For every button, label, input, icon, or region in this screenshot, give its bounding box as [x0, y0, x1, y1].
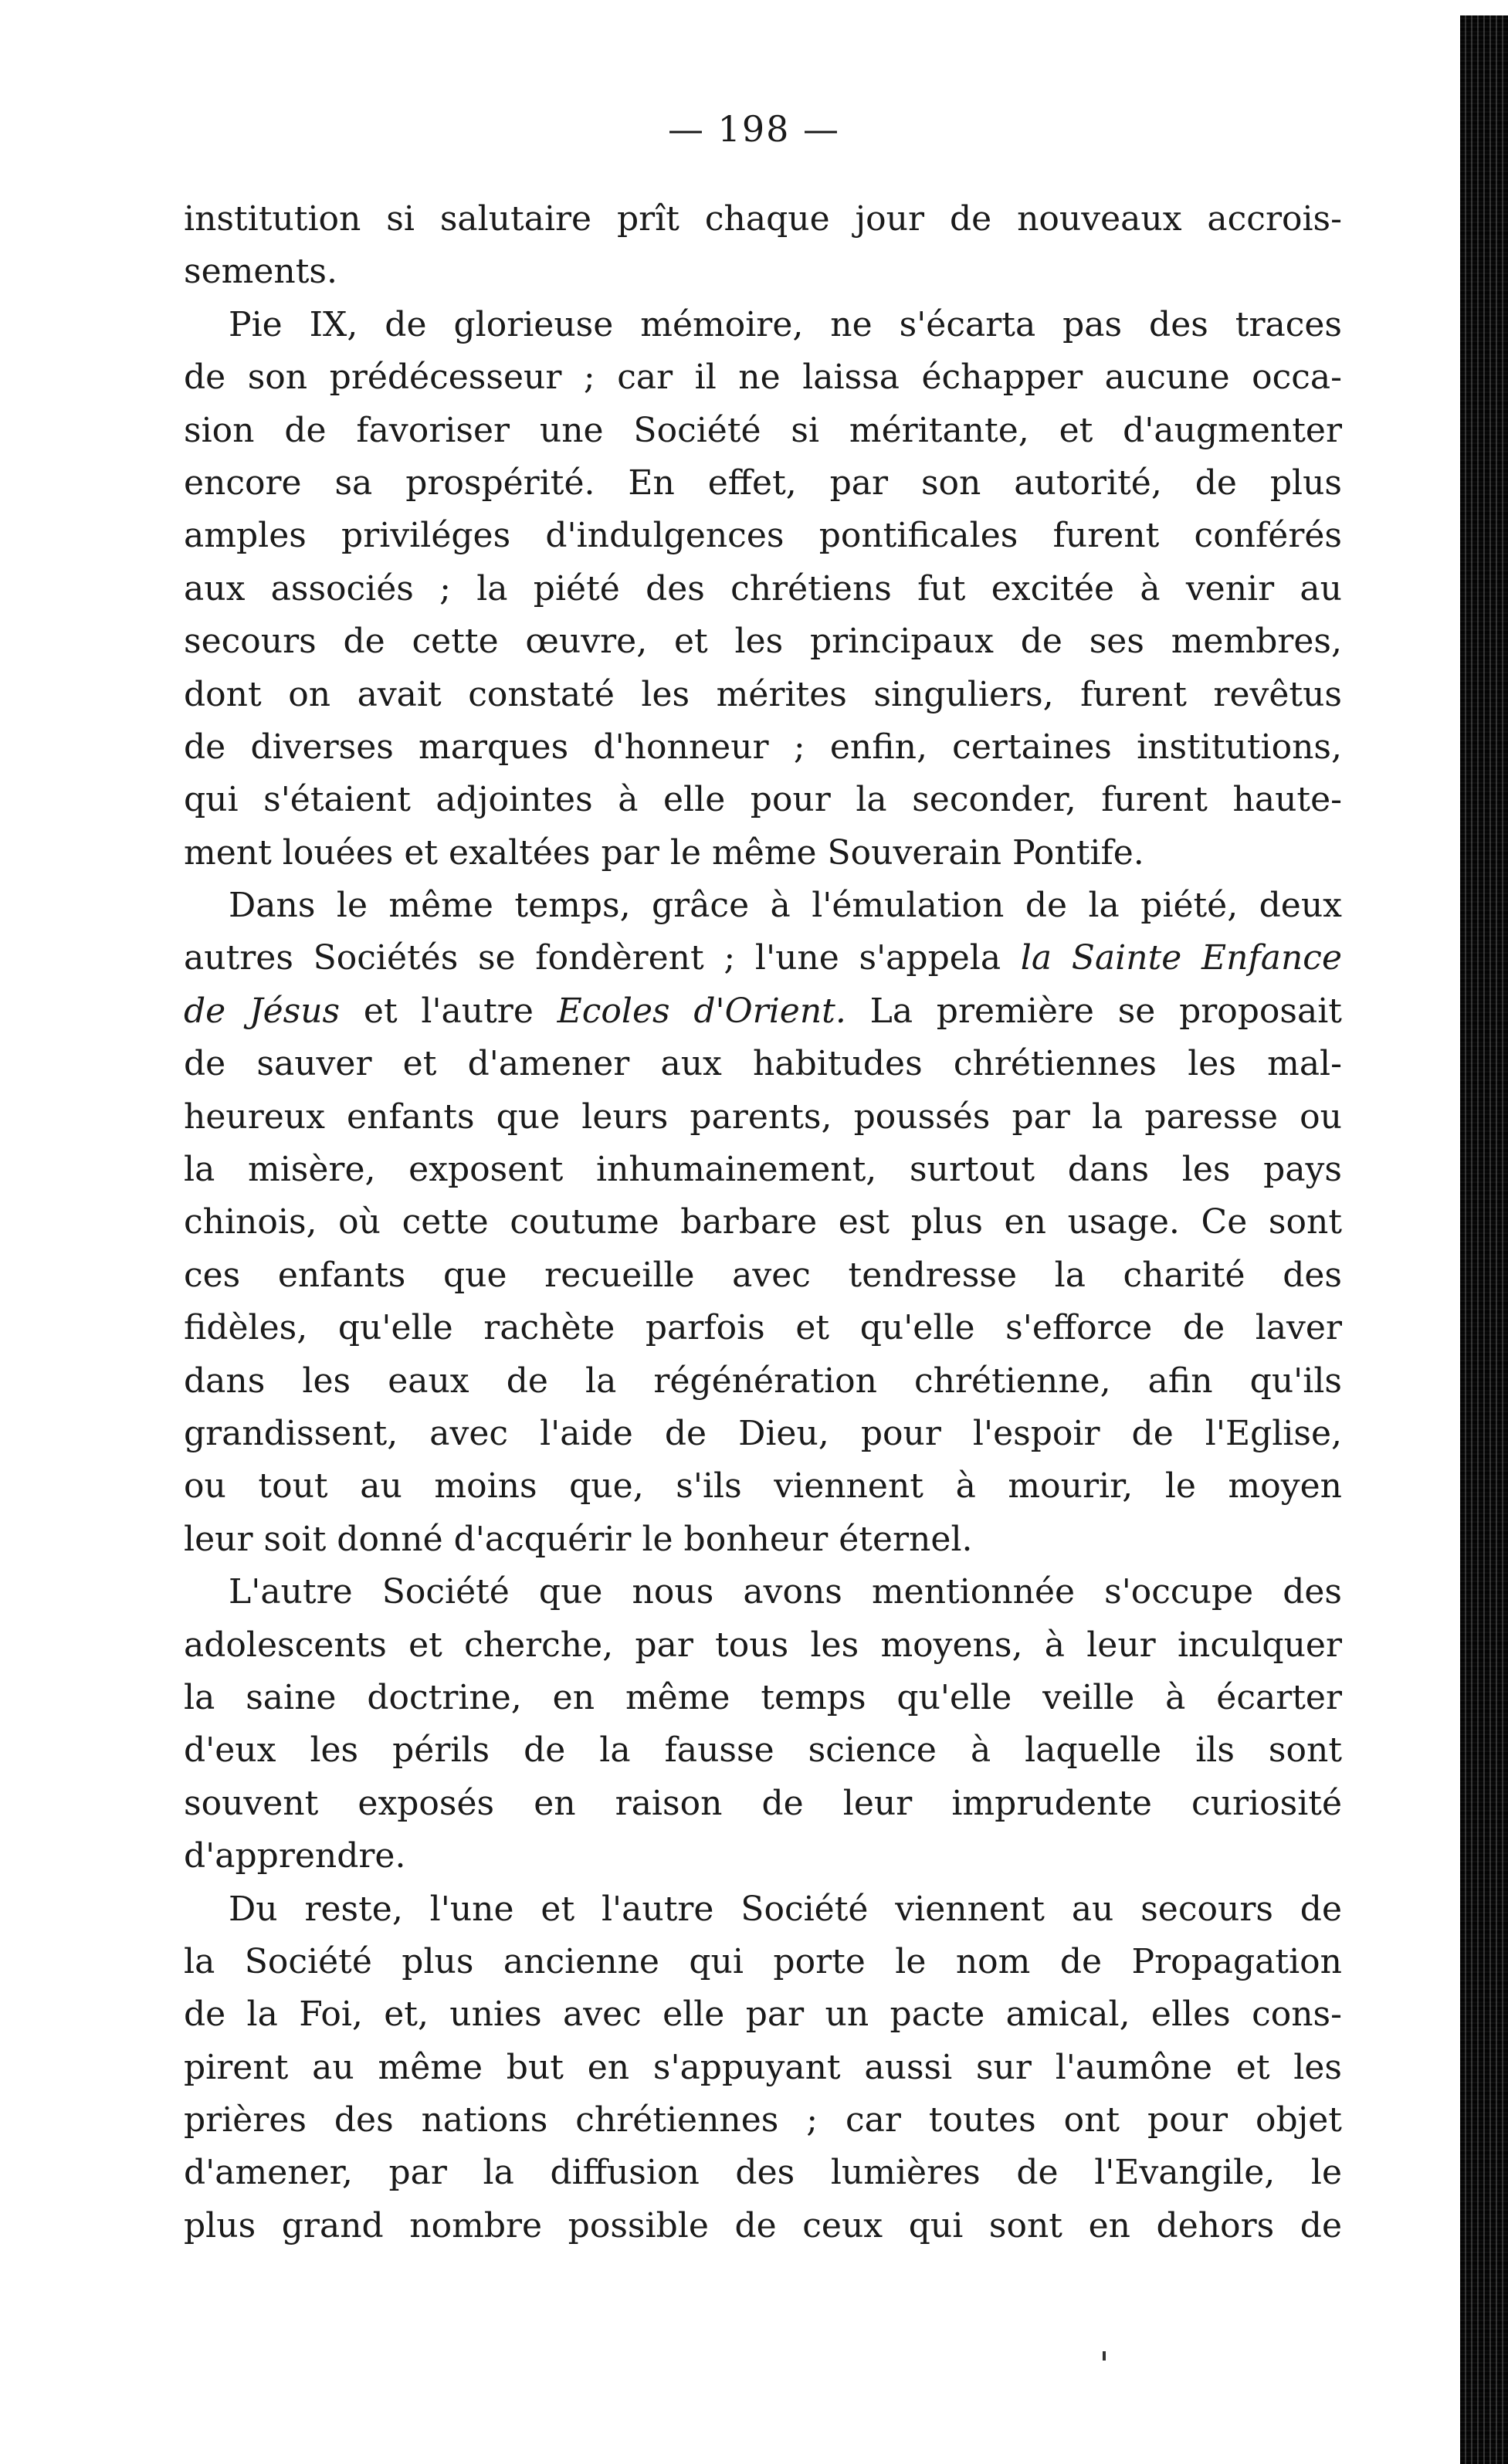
- body-text: [184, 193, 1342, 2252]
- page-number: — 198 —: [667, 108, 841, 150]
- text-line: de la Foi, et, unies avec elle par un pacte amical, elles cons-: [184, 1995, 1342, 2035]
- text-run: La première se proposait: [869, 991, 1342, 1031]
- text-line: dans les eaux de la régénération chrétienne, afin qu'ils: [184, 1361, 1342, 1401]
- text-line: souvent exposés en raison de leur imprudente curiosité: [184, 1783, 1342, 1823]
- text-line: la saine doctrine, en même temps qu'elle veille à écarter: [184, 1677, 1342, 1717]
- text-line: de sauver et d'amener aux habitudes chrétiennes les mal-: [184, 1044, 1342, 1084]
- text-line: grandissent, avec l'aide de Dieu, pour l'espoir de l'Eglise,: [184, 1413, 1342, 1453]
- scanned-binding-edge: [1460, 15, 1508, 2464]
- text-line: Dans le même temps, grâce à l'émulation de la piété, deux: [229, 886, 1342, 926]
- text-line: de diverses marques d'honneur ; enfin, certaines institutions,: [184, 727, 1342, 767]
- text-line: ment louées et exaltées par le même Souverain Pontife.: [184, 832, 1144, 873]
- text-line: d'apprendre.: [184, 1836, 406, 1876]
- text-line: la Société plus ancienne qui porte le nom de Propagation: [184, 1941, 1342, 1981]
- text-line: prières des nations chrétiennes ; car toutes ont pour objet: [184, 2100, 1342, 2140]
- text-line: adolescents et cherche, par tous les moyens, à leur inculquer: [184, 1625, 1342, 1665]
- text-line: ou tout au moins que, s'ils viennent à mourir, le moyen: [184, 1466, 1342, 1507]
- text-line: [184, 932, 1342, 985]
- text-line: L'autre Société que nous avons mentionnée s'occupe des: [229, 1572, 1342, 1612]
- italic-title-ecoles-orient: Ecoles d'Orient.: [557, 991, 846, 1031]
- text-line: amples priviléges d'indulgences pontificales furent conférés: [184, 516, 1342, 556]
- italic-title-sainte-enfance: la Sainte Enfance: [1020, 938, 1342, 978]
- text-line: ces enfants que recueille avec tendresse la charité des: [184, 1255, 1342, 1295]
- text-line: sion de favoriser une Société si méritante, et d'augmenter: [184, 410, 1342, 450]
- text-line: plus grand nombre possible de ceux qui sont en dehors de: [184, 2205, 1342, 2245]
- text-line: d'amener, par la diffusion des lumières de l'Evangile, le: [184, 2153, 1342, 2193]
- ink-speck: [1103, 2351, 1106, 2361]
- text-line: encore sa prospérité. En effet, par son autorité, de plus: [184, 463, 1342, 503]
- text-line: sements.: [184, 252, 337, 292]
- text-line: Du reste, l'une et l'autre Société viennent au secours de: [229, 1889, 1342, 1929]
- text-run: et l'autre: [363, 991, 534, 1031]
- text-line: d'eux les périls de la fausse science à laquelle ils sont: [184, 1730, 1342, 1771]
- text-line: fidèles, qu'elle rachète parfois et qu'elle s'efforce de laver: [184, 1308, 1342, 1348]
- text-line: secours de cette œuvre, et les principaux de ses membres,: [184, 622, 1342, 662]
- text-line: dont on avait constaté les mérites singuliers, furent revêtus: [184, 674, 1342, 714]
- text-line: la misère, exposent inhumainement, surtout dans les pays: [184, 1150, 1342, 1190]
- italic-title-de-jesus: de Jésus: [184, 991, 341, 1031]
- text-line: heureux enfants que leurs parents, poussés par la paresse ou: [184, 1096, 1342, 1137]
- text-line: aux associés ; la piété des chrétiens fut excitée à venir au: [184, 568, 1342, 608]
- text-run: autres Sociétés se fondèrent ; l'une s'appela: [184, 938, 1001, 978]
- text-line: institution si salutaire prît chaque jour de nouveaux accrois-: [184, 199, 1342, 239]
- text-line: pirent au même but en s'appuyant aussi sur l'aumône et les: [184, 2047, 1342, 2087]
- text-line: de son prédécesseur ; car il ne laissa échapper aucune occa-: [184, 358, 1342, 398]
- text-line: chinois, où cette coutume barbare est plus en usage. Ce sont: [184, 1202, 1342, 1242]
- text-line: Pie IX, de glorieuse mémoire, ne s'écarta pas des traces: [229, 304, 1342, 344]
- text-line: qui s'étaient adjointes à elle pour la seconder, furent haute-: [184, 780, 1342, 820]
- text-line: [184, 985, 1342, 1038]
- text-line: leur soit donné d'acquérir le bonheur éternel.: [184, 1519, 973, 1559]
